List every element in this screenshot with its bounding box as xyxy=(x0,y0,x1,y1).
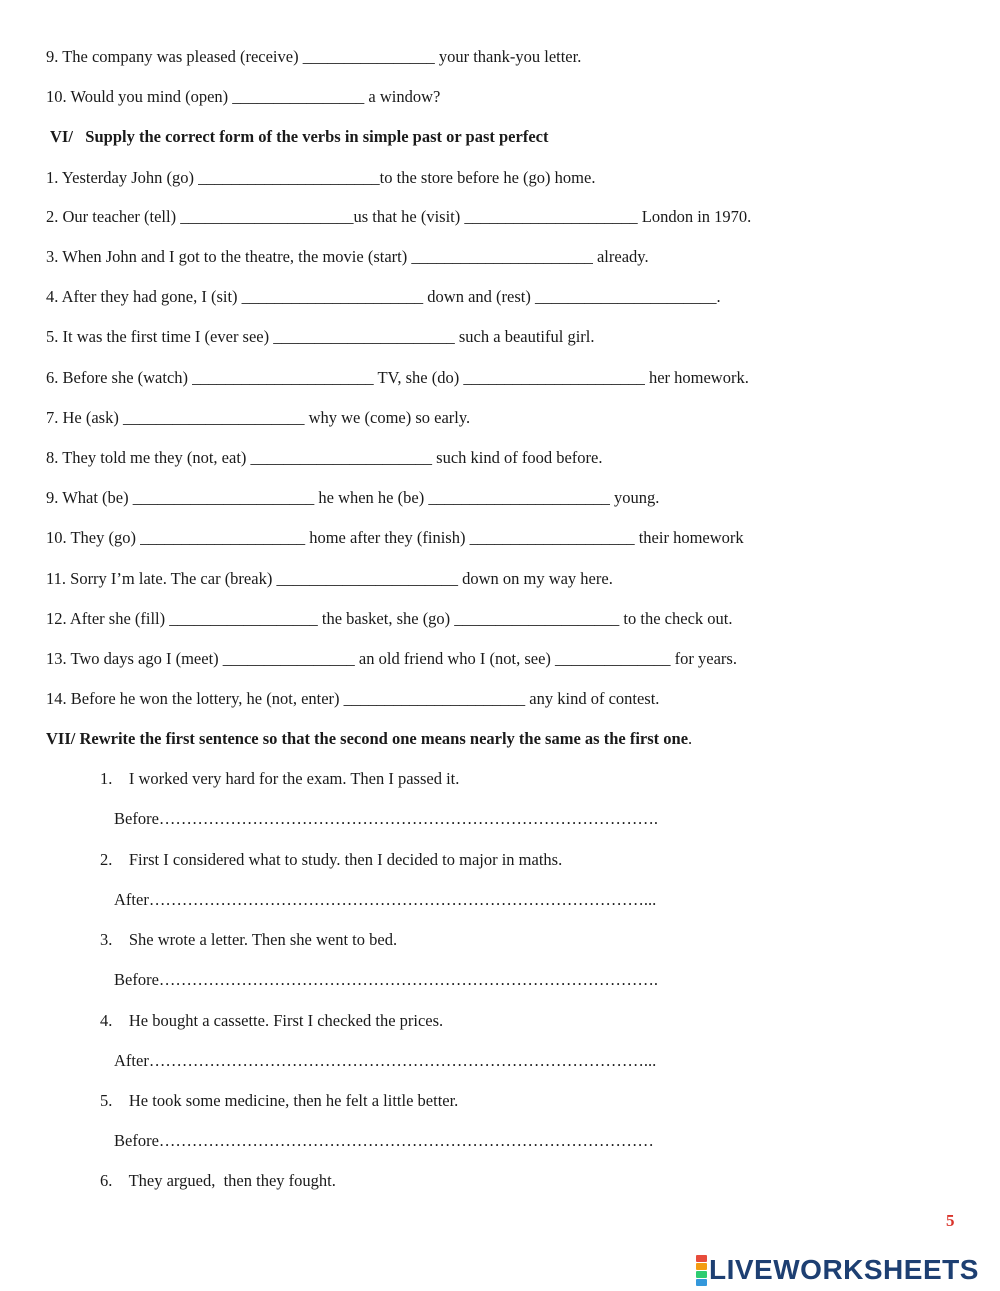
vi-7 xyxy=(46,408,470,428)
logo-blocks-icon xyxy=(696,1255,707,1286)
vi-6 xyxy=(46,368,749,388)
vi-3 xyxy=(46,247,649,267)
vii-6 xyxy=(100,1171,336,1191)
vii-5-a-text: Before……………………………………………………………………………… xyxy=(114,1131,654,1150)
vii-1-a xyxy=(114,809,658,829)
vi-9 xyxy=(46,488,659,508)
vii-2-text: 2. First I considered what to study. then I decided to major in maths. xyxy=(100,850,563,869)
vii-4-a-text: After………………………………………………………………………………... xyxy=(114,1051,657,1070)
vii-3-a-text: Before………………………………………………………………………………. xyxy=(114,970,659,989)
liveworksheets-logo xyxy=(696,1254,979,1286)
vi-5 xyxy=(46,327,595,347)
vii-heading-suffix: . xyxy=(688,729,693,748)
vi-1 xyxy=(46,168,595,188)
logo-text: LIVEWORKSHEETS xyxy=(709,1254,979,1285)
v-9-text: 9. The company was pleased (receive) ________________ your thank-you letter. xyxy=(46,47,582,66)
vi-9-text: 9. What (be) ______________________ he when he (be) ______________________ young. xyxy=(46,488,660,507)
vii-4 xyxy=(100,1011,443,1031)
vi-heading-text: VI/ Supply the correct form of the verbs in simple past or past perfect xyxy=(50,127,549,146)
vi-12-text: 12. After she (fill) __________________ the basket, she (go) ____________________ to the check out. xyxy=(46,609,733,628)
vii-6-text: 6. They argued, then they fought. xyxy=(100,1171,336,1190)
vi-4-text: 4. After they had gone, I (sit) ______________________ down and (rest) ______________________. xyxy=(46,287,721,306)
vii-1 xyxy=(100,769,459,789)
vi-3-text: 3. When John and I got to the theatre, the movie (start) ______________________ already. xyxy=(46,247,649,266)
vi-14-text: 14. Before he won the lottery, he (not, enter) ______________________ any kind of contest. xyxy=(46,689,660,708)
vii-4-text: 4. He bought a cassette. First I checked the prices. xyxy=(100,1011,444,1030)
vii-2 xyxy=(100,850,562,870)
vii-3-a xyxy=(114,970,658,990)
vi-4 xyxy=(46,287,721,307)
vi-10 xyxy=(46,528,744,548)
vi-1-text: 1. Yesterday John (go) ______________________to the store before he (go) home. xyxy=(46,168,596,187)
vi-6-text: 6. Before she (watch) ______________________ TV, she (do) ______________________ her homework. xyxy=(46,368,749,387)
vi-8 xyxy=(46,448,602,468)
v-9 xyxy=(46,47,581,67)
vi-10-text: 10. They (go) ____________________ home after they (finish) ____________________ their homework xyxy=(46,528,744,547)
vi-14 xyxy=(46,689,659,709)
vii-5-text: 5. He took some medicine, then he felt a little better. xyxy=(100,1091,459,1110)
vi-2-text: 2. Our teacher (tell) _____________________us that he (visit) _____________________ London in 1970. xyxy=(46,207,752,226)
vi-2 xyxy=(46,207,751,227)
vii-5 xyxy=(100,1091,458,1111)
vii-3-text: 3. She wrote a letter. Then she went to bed. xyxy=(100,930,398,949)
v-10-text: 10. Would you mind (open) ________________ a window? xyxy=(46,87,441,106)
vi-11 xyxy=(46,569,613,589)
vii-heading xyxy=(46,729,692,749)
vi-heading xyxy=(50,127,548,147)
vii-5-a xyxy=(114,1131,654,1151)
vi-5-text: 5. It was the first time I (ever see) ______________________ such a beautiful girl. xyxy=(46,327,595,346)
vi-13 xyxy=(46,649,737,669)
vi-12 xyxy=(46,609,732,629)
vii-4-a xyxy=(114,1051,656,1071)
vi-7-text: 7. He (ask) ______________________ why we (come) so early. xyxy=(46,408,471,427)
vii-1-a-text: Before………………………………………………………………………………. xyxy=(114,809,659,828)
page-number: 5 xyxy=(946,1211,955,1230)
vii-3 xyxy=(100,930,397,950)
vi-11-text: 11. Sorry I’m late. The car (break) ______________________ down on my way here. xyxy=(46,569,613,588)
vi-13-text: 13. Two days ago I (meet) ________________ an old friend who I (not, see) ______________ for years. xyxy=(46,649,737,668)
vii-1-text: 1. I worked very hard for the exam. Then I passed it. xyxy=(100,769,460,788)
v-10 xyxy=(46,87,440,107)
vii-2-a xyxy=(114,890,656,910)
vi-8-text: 8. They told me they (not, eat) ______________________ such kind of food before. xyxy=(46,448,603,467)
vii-2-a-text: After………………………………………………………………………………... xyxy=(114,890,657,909)
vii-heading-text: VII/ Rewrite the first sentence so that the second one means nearly the same as the first one xyxy=(46,729,689,748)
